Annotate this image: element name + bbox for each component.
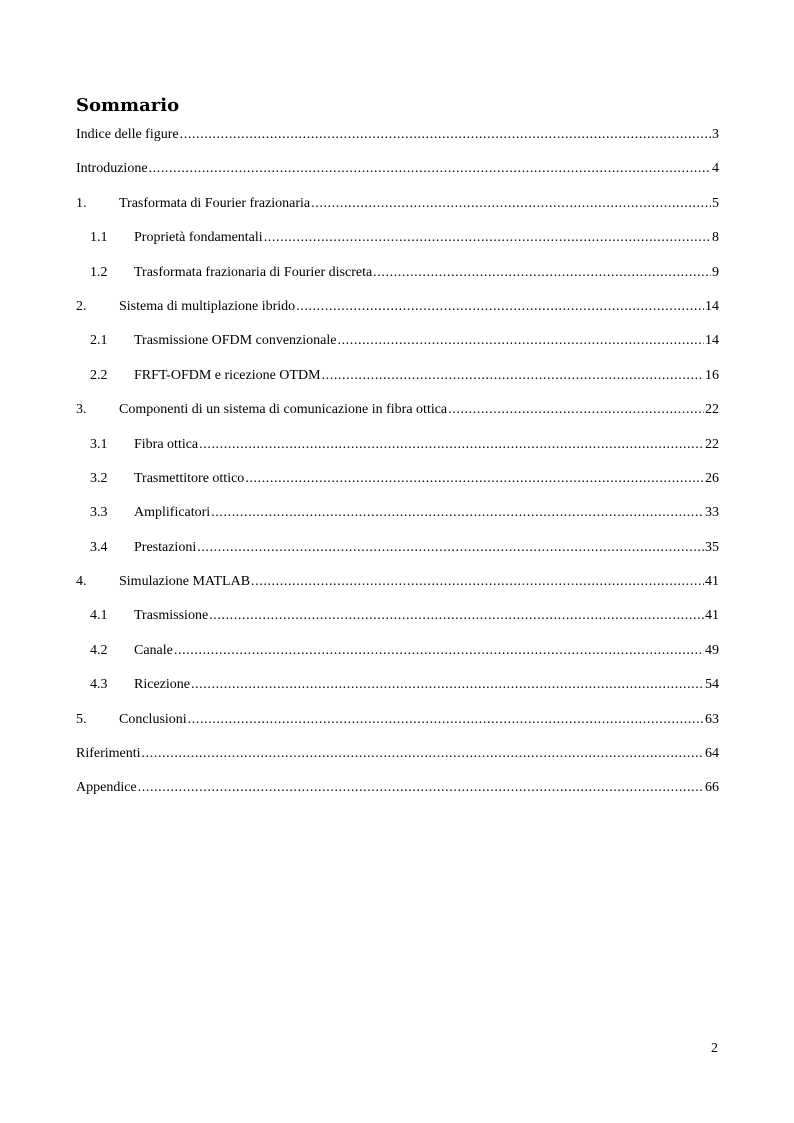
toc-entry[interactable] — [76, 780, 719, 814]
toc-entry-title: Trasformata di Fourier frazionaria — [119, 195, 311, 211]
toc-entry-page: 3 — [712, 127, 719, 142]
toc-entry-page: 41 — [705, 574, 719, 590]
toc-entry-number: 2.2 — [90, 367, 108, 383]
dot-leader — [174, 643, 704, 659]
toc-entry-page: 14 — [705, 298, 719, 314]
toc-entry-title: Simulazione MATLAB — [119, 574, 251, 590]
dot-leader — [180, 127, 711, 143]
dot-leader — [188, 712, 704, 728]
dot-leader — [199, 437, 704, 453]
page-number: 2 — [711, 1041, 718, 1056]
toc-entry-number: 1.1 — [90, 230, 108, 246]
toc-entry[interactable] — [76, 299, 719, 333]
toc-entry-number: 4.1 — [90, 608, 108, 624]
toc-entry-page: 66 — [705, 780, 719, 796]
toc-entry[interactable] — [76, 333, 719, 367]
toc-entry[interactable] — [76, 712, 719, 746]
dot-leader — [251, 574, 704, 590]
toc-entry[interactable] — [76, 196, 719, 230]
toc-entry-number: 1.2 — [90, 264, 108, 280]
toc-entry-page: 5 — [712, 195, 719, 211]
toc-entry-page: 9 — [712, 264, 719, 280]
toc-entry-page: 35 — [705, 539, 719, 555]
dot-leader — [191, 677, 704, 693]
toc-entry-title: Introduzione — [76, 161, 148, 177]
toc-entry-number: 3.4 — [90, 539, 108, 555]
dot-leader — [209, 608, 704, 624]
toc-entry[interactable] — [76, 677, 719, 711]
toc-entry-title: Fibra ottica — [134, 436, 199, 452]
dot-leader — [264, 230, 711, 246]
toc-entry-page: 14 — [705, 333, 719, 349]
dot-leader — [138, 780, 704, 796]
toc-entry-title: Canale — [134, 642, 173, 658]
toc-entry-page: 4 — [712, 161, 719, 177]
toc-entry-page: 33 — [705, 505, 719, 521]
toc-entry-page: 8 — [712, 230, 719, 246]
toc-entry-page: 41 — [705, 608, 719, 624]
toc-entry-page: 22 — [705, 436, 719, 452]
toc-entry[interactable] — [76, 608, 719, 642]
toc-entry-title: Prestazioni — [134, 539, 197, 555]
toc-entry-title: FRFT-OFDM e ricezione OTDM — [134, 367, 321, 383]
dot-leader — [337, 333, 704, 349]
toc-entry-title: Trasformata frazionaria di Fourier discreta — [134, 264, 373, 280]
toc-entry[interactable] — [76, 437, 719, 471]
dot-leader — [197, 540, 704, 556]
toc-entry-title: Amplificatori — [134, 505, 211, 521]
toc-entry-title: Trasmissione — [134, 608, 209, 624]
dot-leader — [322, 368, 704, 384]
toc-entry[interactable] — [76, 471, 719, 505]
toc-entry-number: 4. — [76, 574, 87, 590]
toc-entry[interactable] — [76, 505, 719, 539]
toc-entry-title: Riferimenti — [76, 746, 141, 762]
toc-entry-number: 5. — [76, 711, 87, 727]
toc-entry-title: Indice delle figure — [76, 127, 179, 142]
toc-entry[interactable] — [76, 368, 719, 402]
toc-entry-title: Trasmettitore ottico — [134, 470, 245, 486]
dot-leader — [373, 265, 711, 281]
toc-entry-number: 1. — [76, 195, 87, 211]
toc-entry-title: Conclusioni — [119, 711, 187, 727]
toc-entry[interactable] — [76, 643, 719, 677]
toc-entry-title: Proprietà fondamentali — [134, 230, 263, 246]
dot-leader — [149, 161, 711, 177]
dot-leader — [296, 299, 704, 315]
toc-entry-page: 63 — [705, 711, 719, 727]
toc-entry-title: Appendice — [76, 780, 137, 796]
toc-entry[interactable] — [76, 540, 719, 574]
toc-entry-page: 54 — [705, 677, 719, 693]
dot-leader — [142, 746, 704, 762]
toc-entry-number: 2. — [76, 298, 87, 314]
toc-entry[interactable] — [76, 265, 719, 299]
toc-entry[interactable] — [76, 402, 719, 436]
toc-entry-number: 3.3 — [90, 505, 108, 521]
toc-entry[interactable] — [76, 746, 719, 780]
toc-entry-page: 16 — [705, 367, 719, 383]
dot-leader — [245, 471, 704, 487]
toc-entry[interactable] — [76, 574, 719, 608]
toc-entry-number: 2.1 — [90, 333, 108, 349]
toc-entry-page: 64 — [705, 746, 719, 762]
toc-entry-page: 49 — [705, 642, 719, 658]
toc-entry-title: Sistema di multiplazione ibrido — [119, 298, 296, 314]
toc-entry-number: 3. — [76, 402, 87, 418]
toc-entry-number: 4.3 — [90, 677, 108, 693]
toc-entry-title: Trasmissione OFDM convenzionale — [134, 333, 337, 349]
dot-leader — [311, 196, 711, 212]
toc-title: Sommario — [76, 95, 180, 116]
toc-entry-number: 3.2 — [90, 470, 108, 486]
toc-entry-number: 3.1 — [90, 436, 108, 452]
dot-leader — [211, 505, 704, 521]
toc-entry[interactable] — [76, 230, 719, 264]
toc-entry-number: 4.2 — [90, 642, 108, 658]
toc-entry-page: 26 — [705, 470, 719, 486]
toc-entry-title: Ricezione — [134, 677, 190, 693]
table-of-contents — [76, 127, 719, 815]
toc-entry[interactable] — [76, 127, 719, 161]
toc-entry-page: 22 — [705, 402, 719, 418]
dot-leader — [448, 402, 704, 418]
toc-entry-title: Componenti di un sistema di comunicazione in fibra ottica — [119, 402, 448, 418]
toc-entry[interactable] — [76, 161, 719, 195]
